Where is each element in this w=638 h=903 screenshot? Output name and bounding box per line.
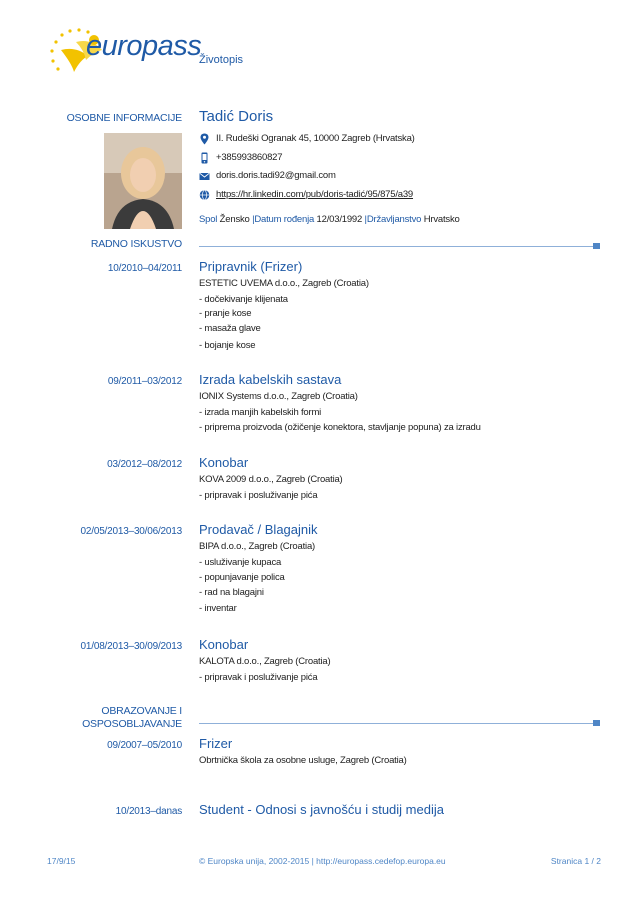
job-employer: KALOTA d.o.o., Zagreb (Croatia) [199, 656, 331, 667]
separator: | [252, 214, 255, 225]
job-duty: - bojanje kose [199, 340, 256, 351]
job-title: Pripravnik (Frizer) [199, 259, 303, 274]
job-dates: 10/2010–04/2011 [107, 263, 182, 274]
person-name: Tadić Doris [199, 108, 274, 125]
job-duty: - pripravak i posluživanje pića [199, 672, 318, 683]
job-dates: 03/2012–08/2012 [107, 459, 182, 470]
job-title: Konobar [199, 637, 249, 652]
job-duty: - masaža glave [199, 323, 261, 334]
job-employer: KOVA 2009 d.o.o., Zagreb (Croatia) [199, 474, 343, 485]
personal-details-line [199, 214, 460, 225]
sex-label: Spol [199, 214, 218, 225]
section-divider [199, 723, 595, 724]
job-dates: 09/2011–03/2012 [107, 376, 182, 387]
website-link[interactable]: https://hr.linkedin.com/pub/doris-tadić/95/875/a39 [216, 189, 414, 200]
job-duty: - rad na blagajni [199, 587, 264, 598]
phone-text: +385993860827 [216, 152, 283, 163]
education-dates: 10/2013–danas [115, 806, 182, 817]
job-duty: - pripravak i posluživanje pića [199, 490, 318, 501]
dob-label: Datum rođenja [254, 214, 315, 225]
job-employer: ESTETIC UVEMA d.o.o., Zagreb (Croatia) [199, 278, 369, 289]
section-education-label-line2: OSPOSOBLJAVANJE [82, 718, 182, 730]
separator: | [364, 214, 367, 225]
profile-photo-image [104, 133, 182, 229]
job-duty: - inventar [199, 603, 237, 614]
footer-page-number: Stranica 1 / 2 [550, 856, 601, 866]
email-envelope-icon [199, 170, 210, 182]
section-divider [199, 246, 595, 247]
globe-icon [199, 189, 210, 201]
dob-value: 12/03/1992 [316, 214, 363, 225]
location-pin-icon [199, 133, 210, 145]
mobile-phone-icon [199, 152, 210, 164]
job-employer: IONIX Systems d.o.o., Zagreb (Croatia) [199, 391, 358, 402]
address-text: II. Rudeški Ogranak 45, 10000 Zagreb (Hrvatska) [216, 133, 415, 144]
job-duty: - izrada manjih kabelskih formi [199, 407, 322, 418]
job-title: Izrada kabelskih sastava [199, 372, 342, 387]
section-work-label: RADNO ISKUSTVO [90, 238, 182, 250]
nationality-value: Hrvatsko [423, 214, 460, 225]
nationality-label: Državljanstvo [366, 214, 422, 225]
section-divider-end [593, 720, 600, 726]
education-title: Frizer [199, 736, 233, 751]
job-duty: - priprema proizvoda (ožičenje konektora, stavljanje popuna) za izradu [199, 422, 481, 433]
section-education-label [82, 705, 182, 731]
job-dates: 01/08/2013–30/09/2013 [80, 641, 182, 652]
logo-text: europass [86, 30, 202, 62]
section-education-label-line1: OBRAZOVANJE I [101, 705, 182, 717]
job-dates: 02/05/2013–30/06/2013 [80, 526, 182, 537]
footer-copyright: © Europska unija, 2002-2015 | http://europass.cedefop.europa.eu [199, 856, 446, 866]
job-duty: - popunjavanje polica [199, 572, 285, 583]
section-divider-end [593, 243, 600, 249]
job-duty: - dočekivanje klijenata [199, 294, 288, 305]
profile-photo [104, 133, 182, 229]
job-title: Prodavač / Blagajnik [199, 522, 318, 537]
job-title: Konobar [199, 455, 249, 470]
job-duty: - pranje kose [199, 308, 252, 319]
education-dates: 09/2007–05/2010 [107, 740, 182, 751]
job-duty: - usluživanje kupaca [199, 557, 282, 568]
footer-date: 17/9/15 [47, 856, 76, 866]
job-employer: BIPA d.o.o., Zagreb (Croatia) [199, 541, 315, 552]
document-title: Životopis [199, 54, 244, 66]
section-personal-info-label: OSOBNE INFORMACIJE [66, 112, 182, 124]
education-school: Obrtnička škola za osobne usluge, Zagreb (Croatia) [199, 755, 407, 766]
education-title: Student - Odnosi s javnošću i studij medija [199, 802, 444, 817]
sex-value: Žensko [219, 214, 250, 225]
europass-logo [36, 20, 202, 80]
email-text[interactable]: doris.doris.tadi92@gmail.com [216, 170, 336, 181]
